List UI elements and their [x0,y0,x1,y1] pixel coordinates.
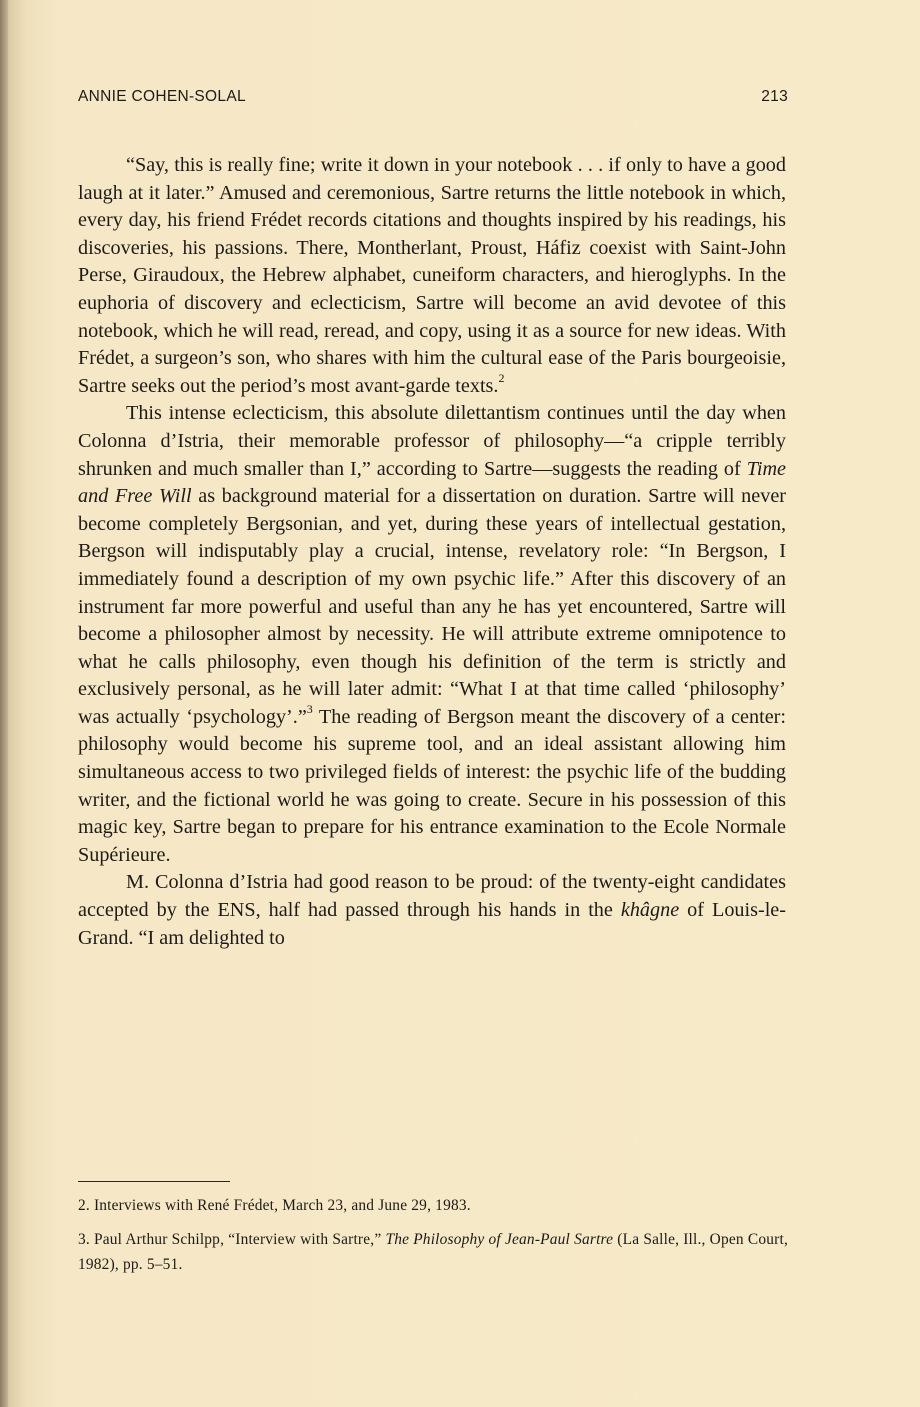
paragraph-1 [78,152,786,400]
paragraph-2-note-ref[interactable]: 3 [306,702,313,717]
paragraph-3-text: of Louis-le-Grand. “I am delighted to [78,899,786,949]
body-text [78,152,786,952]
paragraph-2-text: The reading of Bergson meant the discovery of a center: philosophy would become his supreme tool, and an ideal assistant allowing him simultaneous access to two privileged fields of interest: the psychic life of the budding writer, and the fictional world he was going to create. Secure in his possession of this magic key, Sartre began to prepare for his entrance examination to the Ecole Normale Supérieure. [78,705,786,866]
paragraph-2-text: as background material for a dissertation on duration. Sartre will never become completely Bergsonian, and yet, during these years of intellectual gestation, Bergson will indisputably play a crucial, intense, revelatory role: “In Bergson, I immediately found a description of my own psychic life.” After this discovery of an instrument far more powerful and useful than any he has yet encountered, Sartre will become a philosopher almost by necessity. He will attribute extreme omnipotence to what he calls philosophy, even though his definition of the term is strictly and exclusively personal, as he will later admit: “What I at that time called ‘philosophy’ was actually ‘psychology’.” [78,485,786,728]
footnote-3 [78,1227,788,1277]
footnotes [78,1193,788,1286]
page-gutter-edge [0,0,8,1407]
paragraph-1-text: “Say, this is really fine; write it down in your notebook . . . if only to have a good laugh at it later.” Amused and ceremonious, Sartre returns the little notebook in which, every day, his friend Frédet records citations and thoughts inspired by his readings, his discoveries, his passions. There, Montherlant, Proust, Háfiz coexist with Saint-John Perse, Giraudoux, the Hebrew alphabet, cuneiform characters, and hieroglyphs. In the euphoria of discovery and eclecticism, Sartre will become an avid devotee of this notebook, which he will read, reread, and copy, using it as a source for new ideas. With Frédet, a surgeon’s son, who shares with him the cultural ease of the Paris bourgeoisie, Sartre seeks out the period’s most avant-garde texts. [78,154,786,397]
footnote-rule [78,1181,230,1182]
page-number: 213 [761,88,788,105]
footnote-text: Paul Arthur Schilpp, “Interview with Sartre,” [93,1231,386,1248]
footnote-italic-text: The Philosophy of Jean-Paul Sartre [385,1231,614,1248]
footnote-number: 2. [78,1197,90,1214]
paragraph-3-italic-text: khâgne [620,899,680,922]
footnote-text: Interviews with René Frédet, March 23, and June 29, 1983. [93,1197,471,1214]
footnote-text: (La Salle, Ill., Open Court, 1982), pp. 5–51. [78,1231,789,1273]
paragraph-2-italic-text: Time and Free Will [78,457,786,508]
paragraph-3 [78,869,786,952]
footnote-2 [78,1193,788,1218]
footnote-number: 3. [78,1231,90,1248]
paragraph-3-text: M. Colonna d’Istria had good reason to be proud: of the twenty-eight candidates accepted by the ENS, half had passed through his hands in the [78,871,786,922]
running-head [78,88,788,110]
paragraph-1-note-ref[interactable]: 2 [498,371,505,386]
paragraph-2 [78,400,786,869]
paragraph-2-text: This intense eclecticism, this absolute dilettantism continues until the day when Colonna d’Istria, their memorable professor of philosophy—“a cripple terribly shrunken and much smaller than I,” according to Sartre—suggests the reading of [78,402,786,480]
running-head-author: ANNIE COHEN-SOLAL [78,88,246,105]
